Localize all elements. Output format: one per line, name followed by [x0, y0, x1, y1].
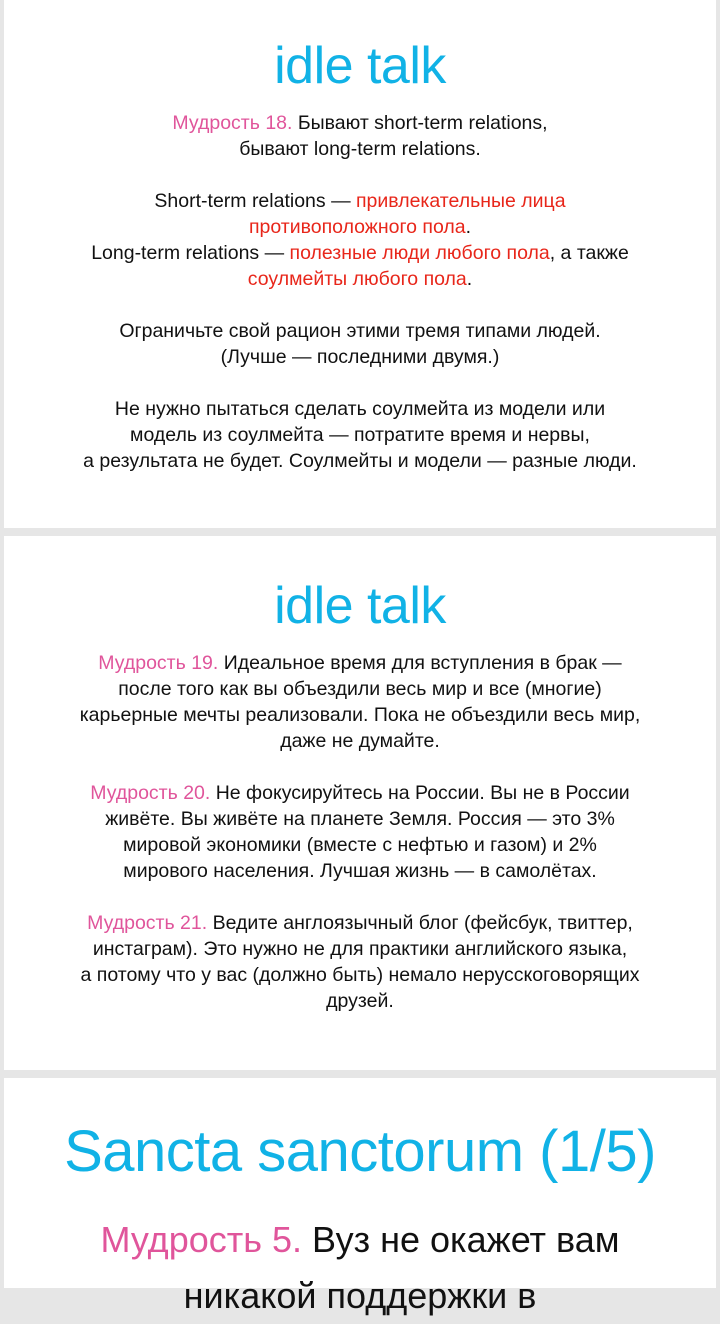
highlight-text: привлекательные лица: [355, 190, 566, 212]
text-line: бывают long-term relations.: [239, 138, 481, 160]
card-title: idle talk: [274, 37, 446, 95]
text-line: после того как вы объездили весь мир и все (многие): [118, 678, 602, 700]
text-line: Бывают short-term relations,: [292, 112, 548, 134]
soulmate-paragraph: [4, 396, 716, 474]
post-card-3: [4, 1078, 716, 1316]
text-line: друзей.: [326, 990, 394, 1012]
card-body: [4, 636, 716, 1014]
card-body: [4, 96, 716, 474]
card-title: idle talk: [274, 577, 446, 635]
highlight-text: полезные люди любого пола: [289, 242, 550, 264]
post-card-2: [4, 536, 716, 1070]
text-line: Ведите англоязычный блог (фейсбук, твиттер,: [207, 912, 633, 934]
text-line: Не фокусируйтесь на России. Вы не в России: [210, 782, 630, 804]
post-card-1: [4, 0, 716, 528]
wisdom-21-paragraph: [4, 910, 716, 1014]
relations-paragraph: [4, 188, 716, 292]
text-line: инстаграм). Это нужно не для практики английского языка,: [92, 938, 628, 960]
card-title: Sancta sanctorum (1/5): [64, 1119, 656, 1184]
text-line: Не нужно пытаться сделать соулмейта из модели или: [114, 398, 606, 420]
text-line: мировой экономики (вместе с нефтью и газом) и 2%: [123, 834, 597, 856]
wisdom-label: Мудрость 5.: [100, 1219, 302, 1260]
wisdom-5-paragraph: [4, 1184, 716, 1324]
text-line: а потому что у вас (должно быть) немало нерусскоговорящих: [80, 964, 640, 986]
text-segment: Long-term relations —: [91, 242, 290, 264]
text-line: Ограничьте свой рацион этими тремя типами людей.: [119, 320, 601, 342]
text-line: мирового населения. Лучшая жизнь — в самолётах.: [123, 860, 597, 882]
text-line: Идеальное время для вступления в брак —: [218, 652, 622, 674]
diet-paragraph: [4, 318, 716, 370]
highlight-text: соулмейты любого пола: [247, 268, 467, 290]
text-line: (Лучше — последними двумя.): [220, 346, 500, 368]
wisdom-label: Мудрость 18.: [172, 112, 293, 134]
text-line: Вуз не окажет вам: [302, 1219, 620, 1260]
text-segment: .: [465, 216, 472, 238]
text-segment: Short-term relations —: [154, 190, 356, 212]
wisdom-label: Мудрость 20.: [90, 782, 211, 804]
text-line: модель из соулмейта — потратите время и нервы,: [130, 424, 590, 446]
text-line: живёте. Вы живёте на планете Земля. Россия — это 3%: [105, 808, 615, 830]
wisdom-18-paragraph: [4, 110, 716, 162]
text-line: никакой поддержки в: [183, 1275, 537, 1316]
text-line: даже не думайте.: [280, 730, 440, 752]
text-line: карьерные мечты реализовали. Пока не объездили весь мир,: [79, 704, 641, 726]
text-line: а результата не будет. Соулмейты и модели — разные люди.: [83, 450, 637, 472]
wisdom-label: Мудрость 21.: [87, 912, 208, 934]
text-segment: , а также: [549, 242, 629, 264]
text-segment: .: [466, 268, 473, 290]
wisdom-20-paragraph: [4, 780, 716, 884]
wisdom-19-paragraph: [4, 650, 716, 754]
highlight-text: противоположного пола: [248, 216, 466, 238]
wisdom-label: Мудрость 19.: [98, 652, 219, 674]
